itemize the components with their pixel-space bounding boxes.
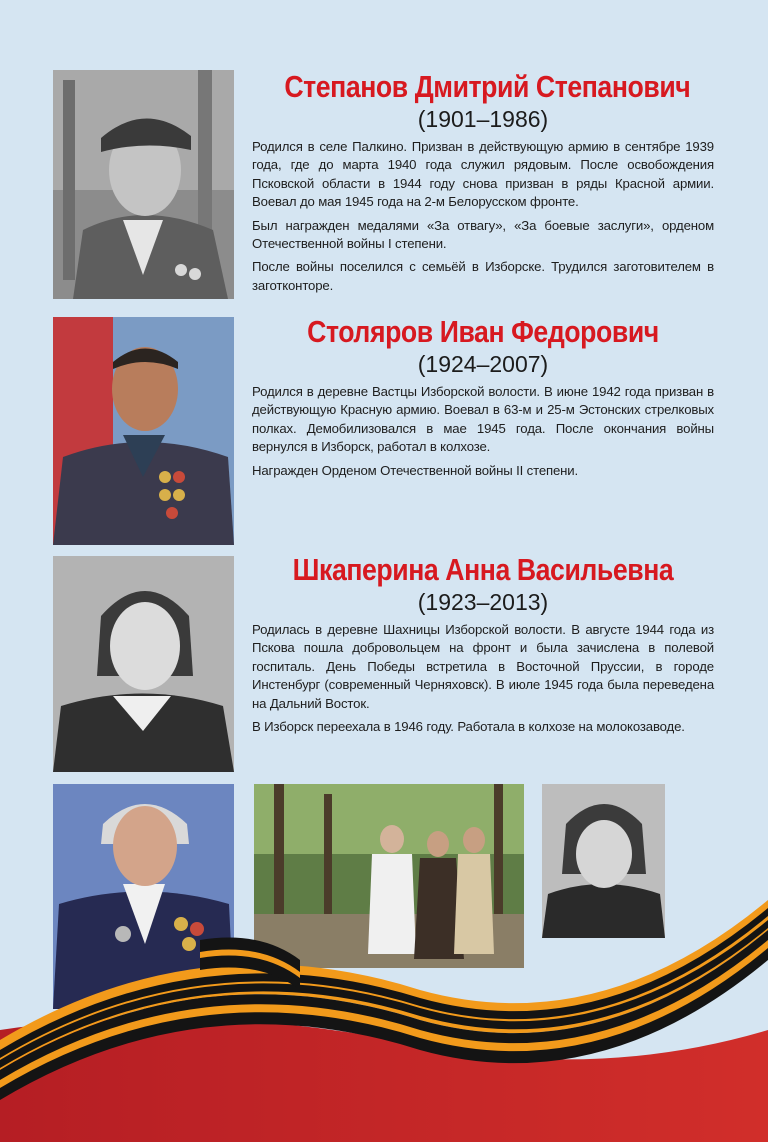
bio-paragraph: В Изборск переехала в 1946 году. Работала в колхозе на молокозаводе. [252, 719, 685, 735]
photo-shkaperina-young [53, 556, 234, 772]
bio-paragraph: Награжден Орденом Отечественной войны II степени. [252, 462, 579, 478]
bio-stepanov [252, 70, 714, 300]
person-name: Столяров Иван Федорович [307, 314, 659, 349]
photo-stolyarov [53, 317, 234, 545]
person-years: (1923–2013) [417, 589, 549, 615]
bio-shkaperina [252, 553, 714, 741]
person-years: (1924–2007) [417, 351, 549, 377]
bio-paragraph: Родился в селе Палкино. Призван в действующую армию в сентябре 1939 года, где до марта 1940 года служил рядовым. После освобождения Псковской области в 1944 году снова призван в ряды Красной армии. Воевал до мая 1945 года на 2-м Белорусском фронте. [252, 139, 714, 210]
bio-paragraph: Родился в деревне Вастцы Изборской волости. В июне 1942 года призван в действующую Красную армию. Воевал в 63-м и 25-м Эстонских стрелковых полках. Демобилизовался в мае 1945 года. После окончания войны вернулся в Изборск, работал в колхозе. [252, 384, 714, 455]
person-name: Степанов Дмитрий Степанович [284, 69, 691, 104]
photo-stepanov [53, 70, 234, 299]
st-george-ribbon [0, 880, 768, 1142]
bio-paragraph: После войны поселился с семьёй в Изборске. Трудился заготовителем в заготконторе. [252, 259, 714, 293]
bio-paragraph: Родилась в деревне Шахницы Изборской волости. В августе 1944 года из Пскова пошла добровольцем на фронт и была зачислена в полевой госпиталь. День Победы встретила в Восточной Пруссии, в городе Инстенбург (современный Черняховск). В июле 1945 года была переведена на Дальний Восток. [252, 622, 714, 711]
bio-stolyarov [252, 315, 714, 485]
person-name: Шкаперина Анна Васильевна [292, 552, 674, 587]
person-years: (1901–1986) [417, 106, 549, 132]
bio-paragraph: Был награжден медалями «За отвагу», «За боевые заслуги», орденом Отечественной войны I степени. [252, 217, 714, 252]
